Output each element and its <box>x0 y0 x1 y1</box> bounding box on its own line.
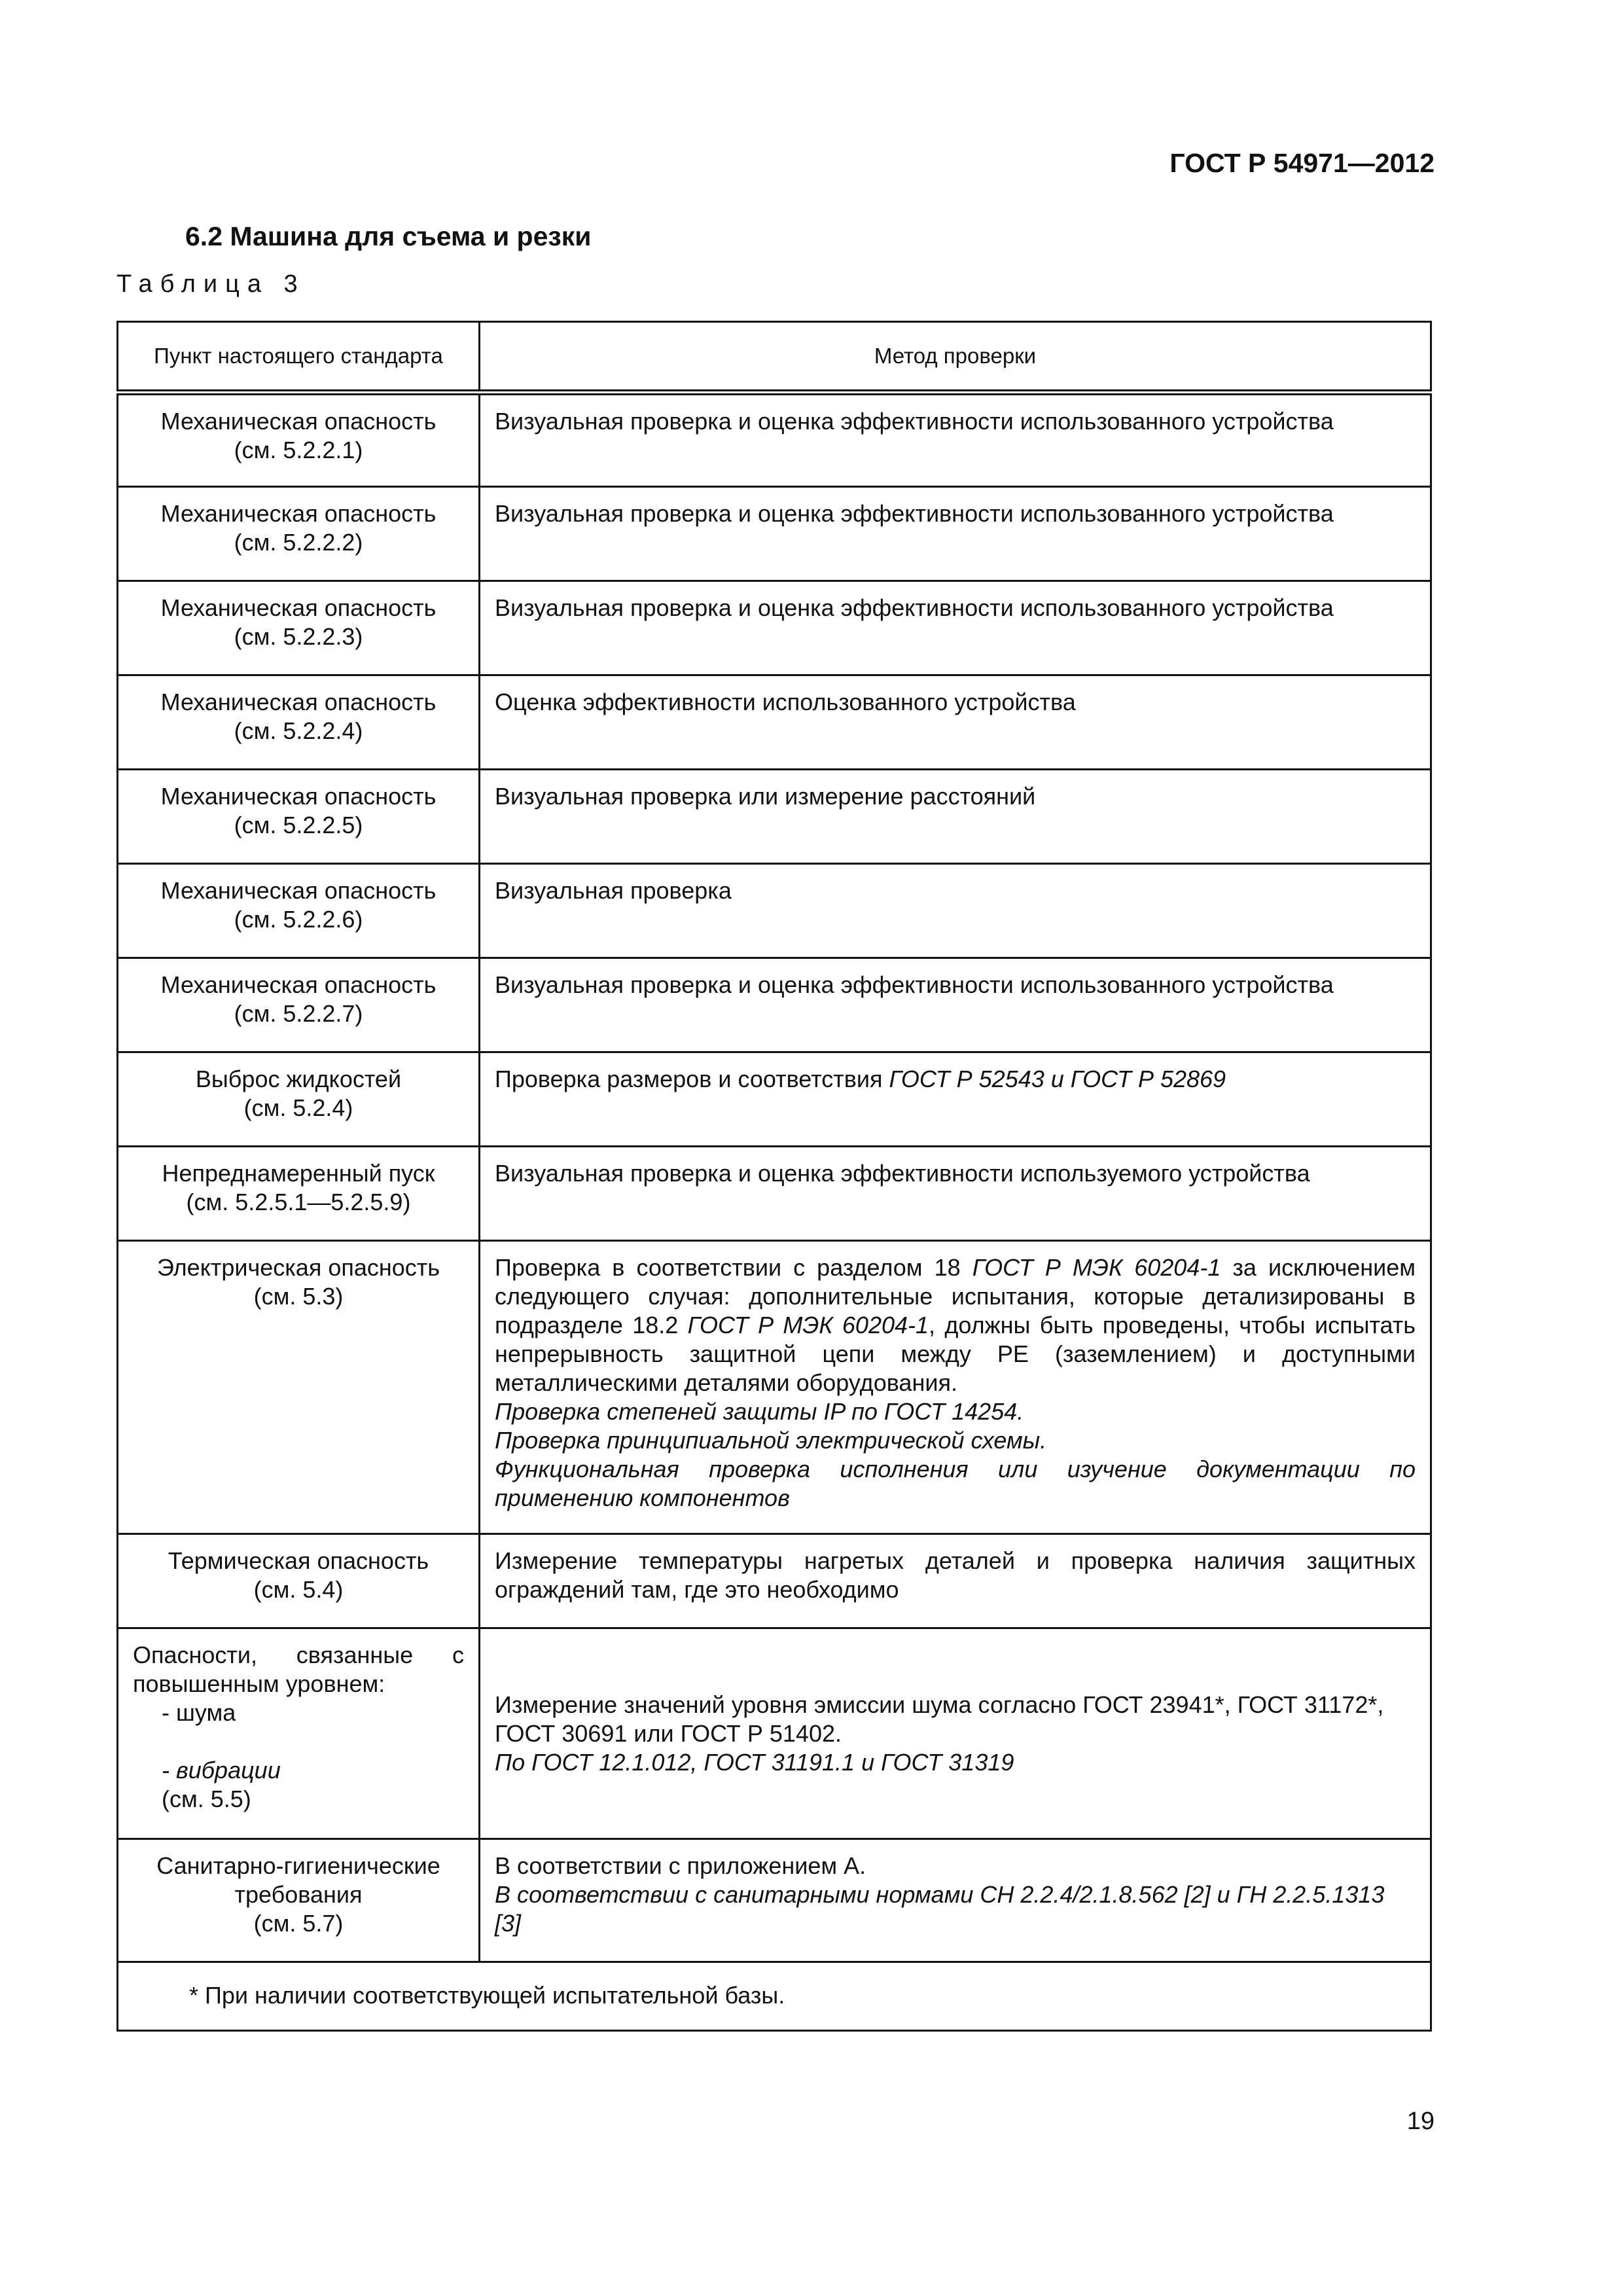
table-row <box>118 770 1431 864</box>
clause-cell: Механическая опасность (см. 5.2.2.6) <box>118 864 480 958</box>
clause-cell: Механическая опасность (см. 5.2.2.1) <box>118 393 480 487</box>
table-footnote-row <box>118 1962 1431 2031</box>
table-row <box>118 393 1431 487</box>
table-row <box>118 864 1431 958</box>
column-header-method: Метод проверки <box>480 322 1431 393</box>
clause-cell: Санитарно-гигиенические требования (см. 5.7) <box>118 1839 480 1962</box>
clause-cell: Механическая опасность (см. 5.2.2.7) <box>118 958 480 1052</box>
method-cell: Оценка эффективности использованного устройства <box>480 675 1431 770</box>
clause-cell: Механическая опасность (см. 5.2.2.5) <box>118 770 480 864</box>
method-cell: Визуальная проверка <box>480 864 1431 958</box>
table-row <box>118 958 1431 1052</box>
method-cell: Визуальная проверка или измерение расстояний <box>480 770 1431 864</box>
method-cell: Измерение температуры нагретых деталей и проверка наличия защитных ограждений там, где это необходимо <box>480 1534 1431 1628</box>
table-footnote: * При наличии соответствующей испытательной базы. <box>118 1962 1431 2031</box>
table-label: Таблица 3 <box>116 270 306 298</box>
clause-cell: Механическая опасность (см. 5.2.2.4) <box>118 675 480 770</box>
table-row <box>118 675 1431 770</box>
method-cell: Визуальная проверка и оценка эффективности использованного устройства <box>480 393 1431 487</box>
table-row <box>118 581 1431 675</box>
table-row-sanitary <box>118 1839 1431 1962</box>
method-cell: Визуальная проверка и оценка эффективности использованного устройства <box>480 581 1431 675</box>
page-number: 19 <box>1406 2108 1435 2135</box>
method-cell: В соответствии с приложением А. В соответствии с санитарными нормами СН 2.2.4/2.1.8.562 [2] и ГН 2.2.5.1313 [3] <box>480 1839 1431 1962</box>
method-cell: Проверка размеров и соответствия ГОСТ Р 52543 и ГОСТ Р 52869 <box>480 1052 1431 1147</box>
table-row <box>118 1052 1431 1147</box>
method-cell: Визуальная проверка и оценка эффективности использованного устройства <box>480 958 1431 1052</box>
column-header-clause: Пункт настоящего стандарта <box>118 322 480 393</box>
clause-cell: Непреднамеренный пуск (см. 5.2.5.1—5.2.5.9) <box>118 1147 480 1241</box>
clause-cell: Опасности, связанные с повышенным уровнем: - шума - вибрации (см. 5.5) <box>118 1628 480 1839</box>
section-title: 6.2 Машина для съема и резки <box>185 221 592 251</box>
method-cell: Проверка в соответствии с разделом 18 ГОСТ Р МЭК 60204-1 за исключением следующего случая: дополнительные испытания, которые детализированы в подразделе 18.2 ГОСТ Р МЭК 60204-1, должны быть проведены, чтобы испытать непрерывность защитной цепи между PE (заземлением) и доступными металлическими деталями оборудования. Проверка степеней защиты IP по ГОСТ 14254. Проверка принципиальной электрической схемы. Функциональная проверка исполнения или изучение документации по применению компонентов <box>480 1241 1431 1534</box>
table-row-electric <box>118 1241 1431 1534</box>
verification-table <box>116 321 1432 2032</box>
table-row <box>118 1147 1431 1241</box>
table-row-thermal <box>118 1534 1431 1628</box>
clause-cell: Механическая опасность (см. 5.2.2.3) <box>118 581 480 675</box>
document-code: ГОСТ Р 54971—2012 <box>1169 148 1435 178</box>
clause-cell: Механическая опасность (см. 5.2.2.2) <box>118 487 480 581</box>
table-row <box>118 487 1431 581</box>
method-cell: Визуальная проверка и оценка эффективности использованного устройства <box>480 487 1431 581</box>
clause-cell: Электрическая опасность (см. 5.3) <box>118 1241 480 1534</box>
clause-cell: Выброс жидкостей (см. 5.2.4) <box>118 1052 480 1147</box>
method-cell: Визуальная проверка и оценка эффективности используемого устройства <box>480 1147 1431 1241</box>
method-cell: Измерение значений уровня эмиссии шума согласно ГОСТ 23941*, ГОСТ 31172*, ГОСТ 30691 или ГОСТ Р 51402. По ГОСТ 12.1.012, ГОСТ 31191.1 и ГОСТ 31319 <box>480 1628 1431 1839</box>
clause-cell: Термическая опасность (см. 5.4) <box>118 1534 480 1628</box>
table-row-noise <box>118 1628 1431 1839</box>
